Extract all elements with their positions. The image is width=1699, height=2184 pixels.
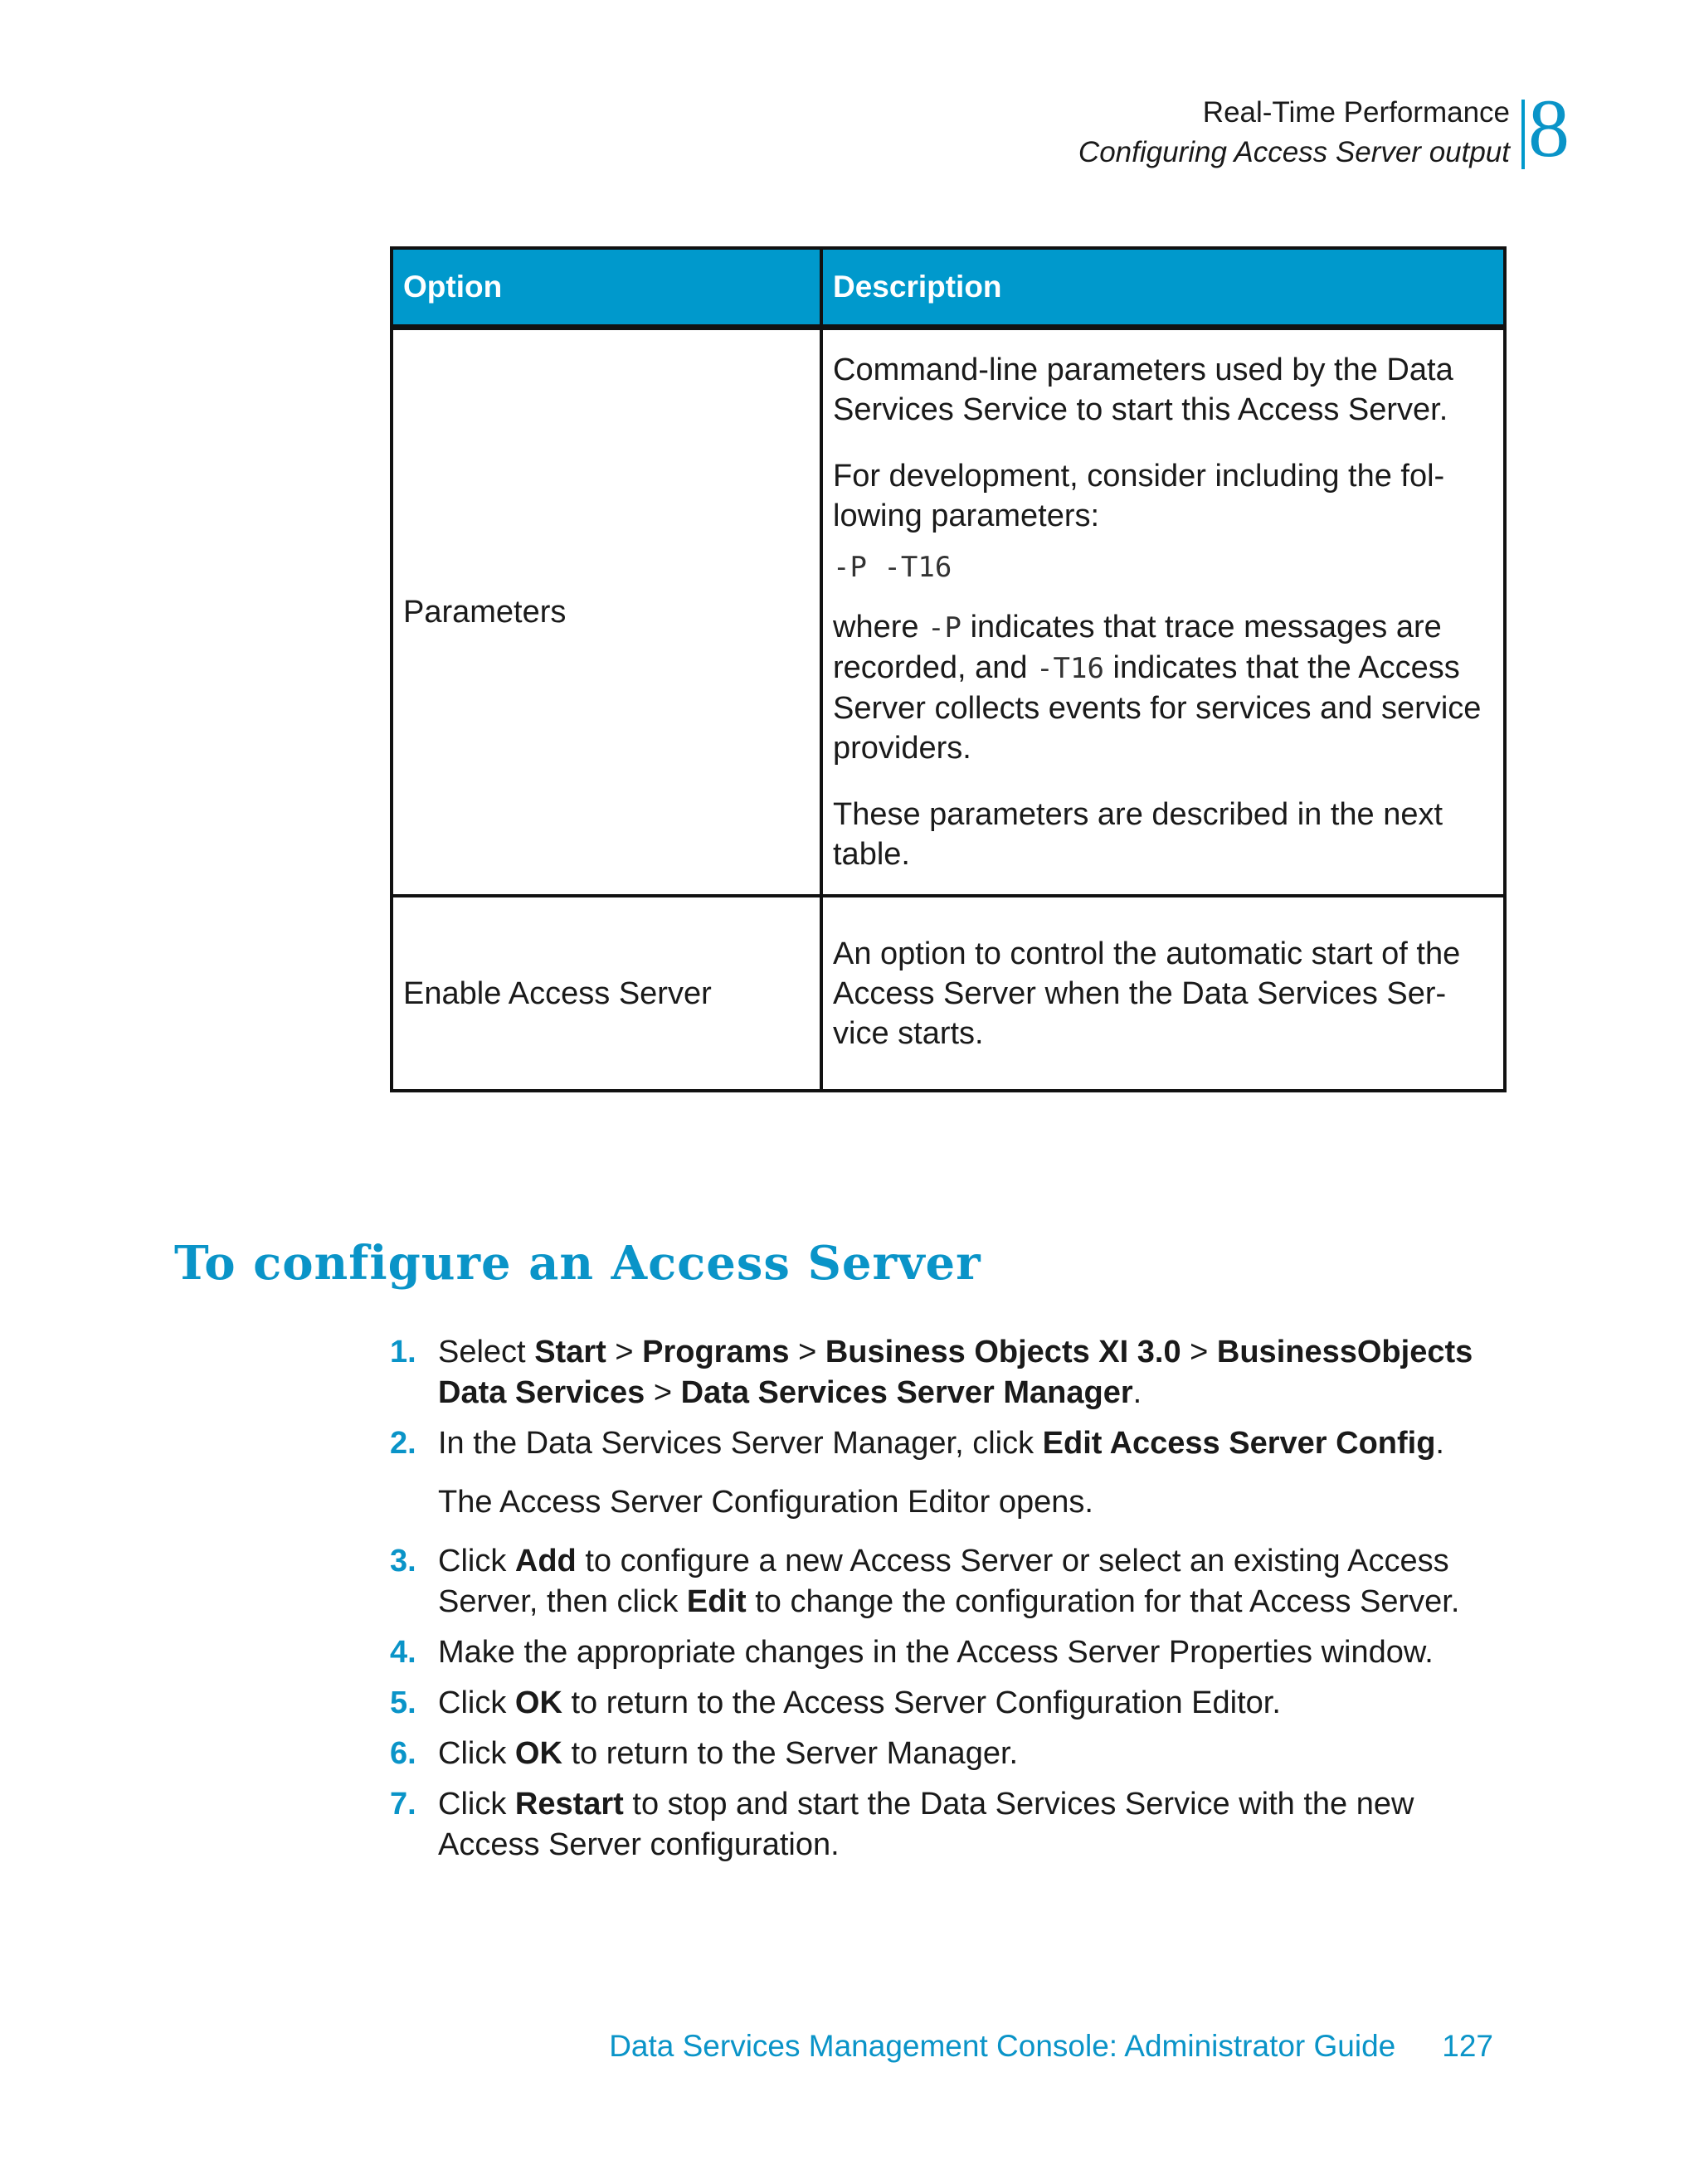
chapter-divider-bar <box>1521 100 1525 169</box>
table-row <box>392 328 1505 897</box>
step-number: 5. <box>390 1685 416 1720</box>
options-table <box>390 246 1507 1092</box>
running-header <box>1078 93 1510 173</box>
page-footer <box>609 2029 1493 2064</box>
description-paragraph: An option to control the automatic start of the Access Server when the Data Services Ser-vice starts. <box>833 936 1461 1051</box>
inline-code: -T16 <box>1036 652 1104 685</box>
step-note: The Access Server Configuration Editor opens. <box>438 1485 1093 1520</box>
section-heading: To configure an Access Server <box>174 1236 981 1291</box>
header-option: Option <box>392 248 821 328</box>
option-name: Enable Access Server <box>392 896 821 1091</box>
procedure-steps <box>390 1332 1510 1875</box>
description-paragraph: where -P indicates that trace messages are recorded, and -T16 indicates that the Access Server collects events for services and service providers. <box>833 610 1482 766</box>
code-example: -P -T16 <box>833 551 952 584</box>
step-number: 6. <box>390 1736 416 1771</box>
step-number: 2. <box>390 1426 416 1461</box>
section-subtitle: Configuring Access Server output <box>1078 136 1510 168</box>
list-item: 5. Click OK to return to the Access Server Configuration Editor. <box>390 1683 1510 1724</box>
description-paragraph: These parameters are described in the next table. <box>833 797 1443 872</box>
step-number: 1. <box>390 1335 416 1369</box>
step-number: 3. <box>390 1544 416 1578</box>
option-name: Parameters <box>392 328 821 897</box>
inline-code: -P <box>927 611 962 644</box>
option-description <box>821 896 1505 1091</box>
list-item: 7. Click Restart to stop and start the Data Services Service with the new Access Server configuration. <box>390 1784 1510 1865</box>
guide-title: Data Services Management Console: Administrator Guide <box>609 2029 1396 2063</box>
list-item: 2. In the Data Services Server Manager, click Edit Access Server Config. <box>390 1423 1510 1464</box>
table-row <box>392 896 1505 1091</box>
step-number: 4. <box>390 1635 416 1670</box>
description-paragraph: Command-line parameters used by the Data Services Service to start this Access Server. <box>833 353 1453 427</box>
step-number: 7. <box>390 1787 416 1822</box>
page-number: 127 <box>1442 2029 1493 2063</box>
header-description: Description <box>821 248 1505 328</box>
table-header-row <box>392 248 1505 328</box>
chapter-number: 8 <box>1528 82 1570 174</box>
option-description <box>821 328 1505 897</box>
list-item: 1. Select Start > Programs > Business Objects XI 3.0 > BusinessObjects Data Services > Data Services Server Manager. <box>390 1332 1510 1413</box>
chapter-title: Real-Time Performance <box>1202 96 1510 129</box>
list-item: 3. Click Add to configure a new Access Server or select an existing Access Server, then click Edit to change the configuration for that Access Server. <box>390 1541 1510 1622</box>
list-item: 4. Make the appropriate changes in the Access Server Properties window. <box>390 1632 1510 1673</box>
list-item: 6. Click OK to return to the Server Manager. <box>390 1734 1510 1774</box>
description-paragraph: For development, consider including the fol-lowing parameters: <box>833 459 1445 533</box>
